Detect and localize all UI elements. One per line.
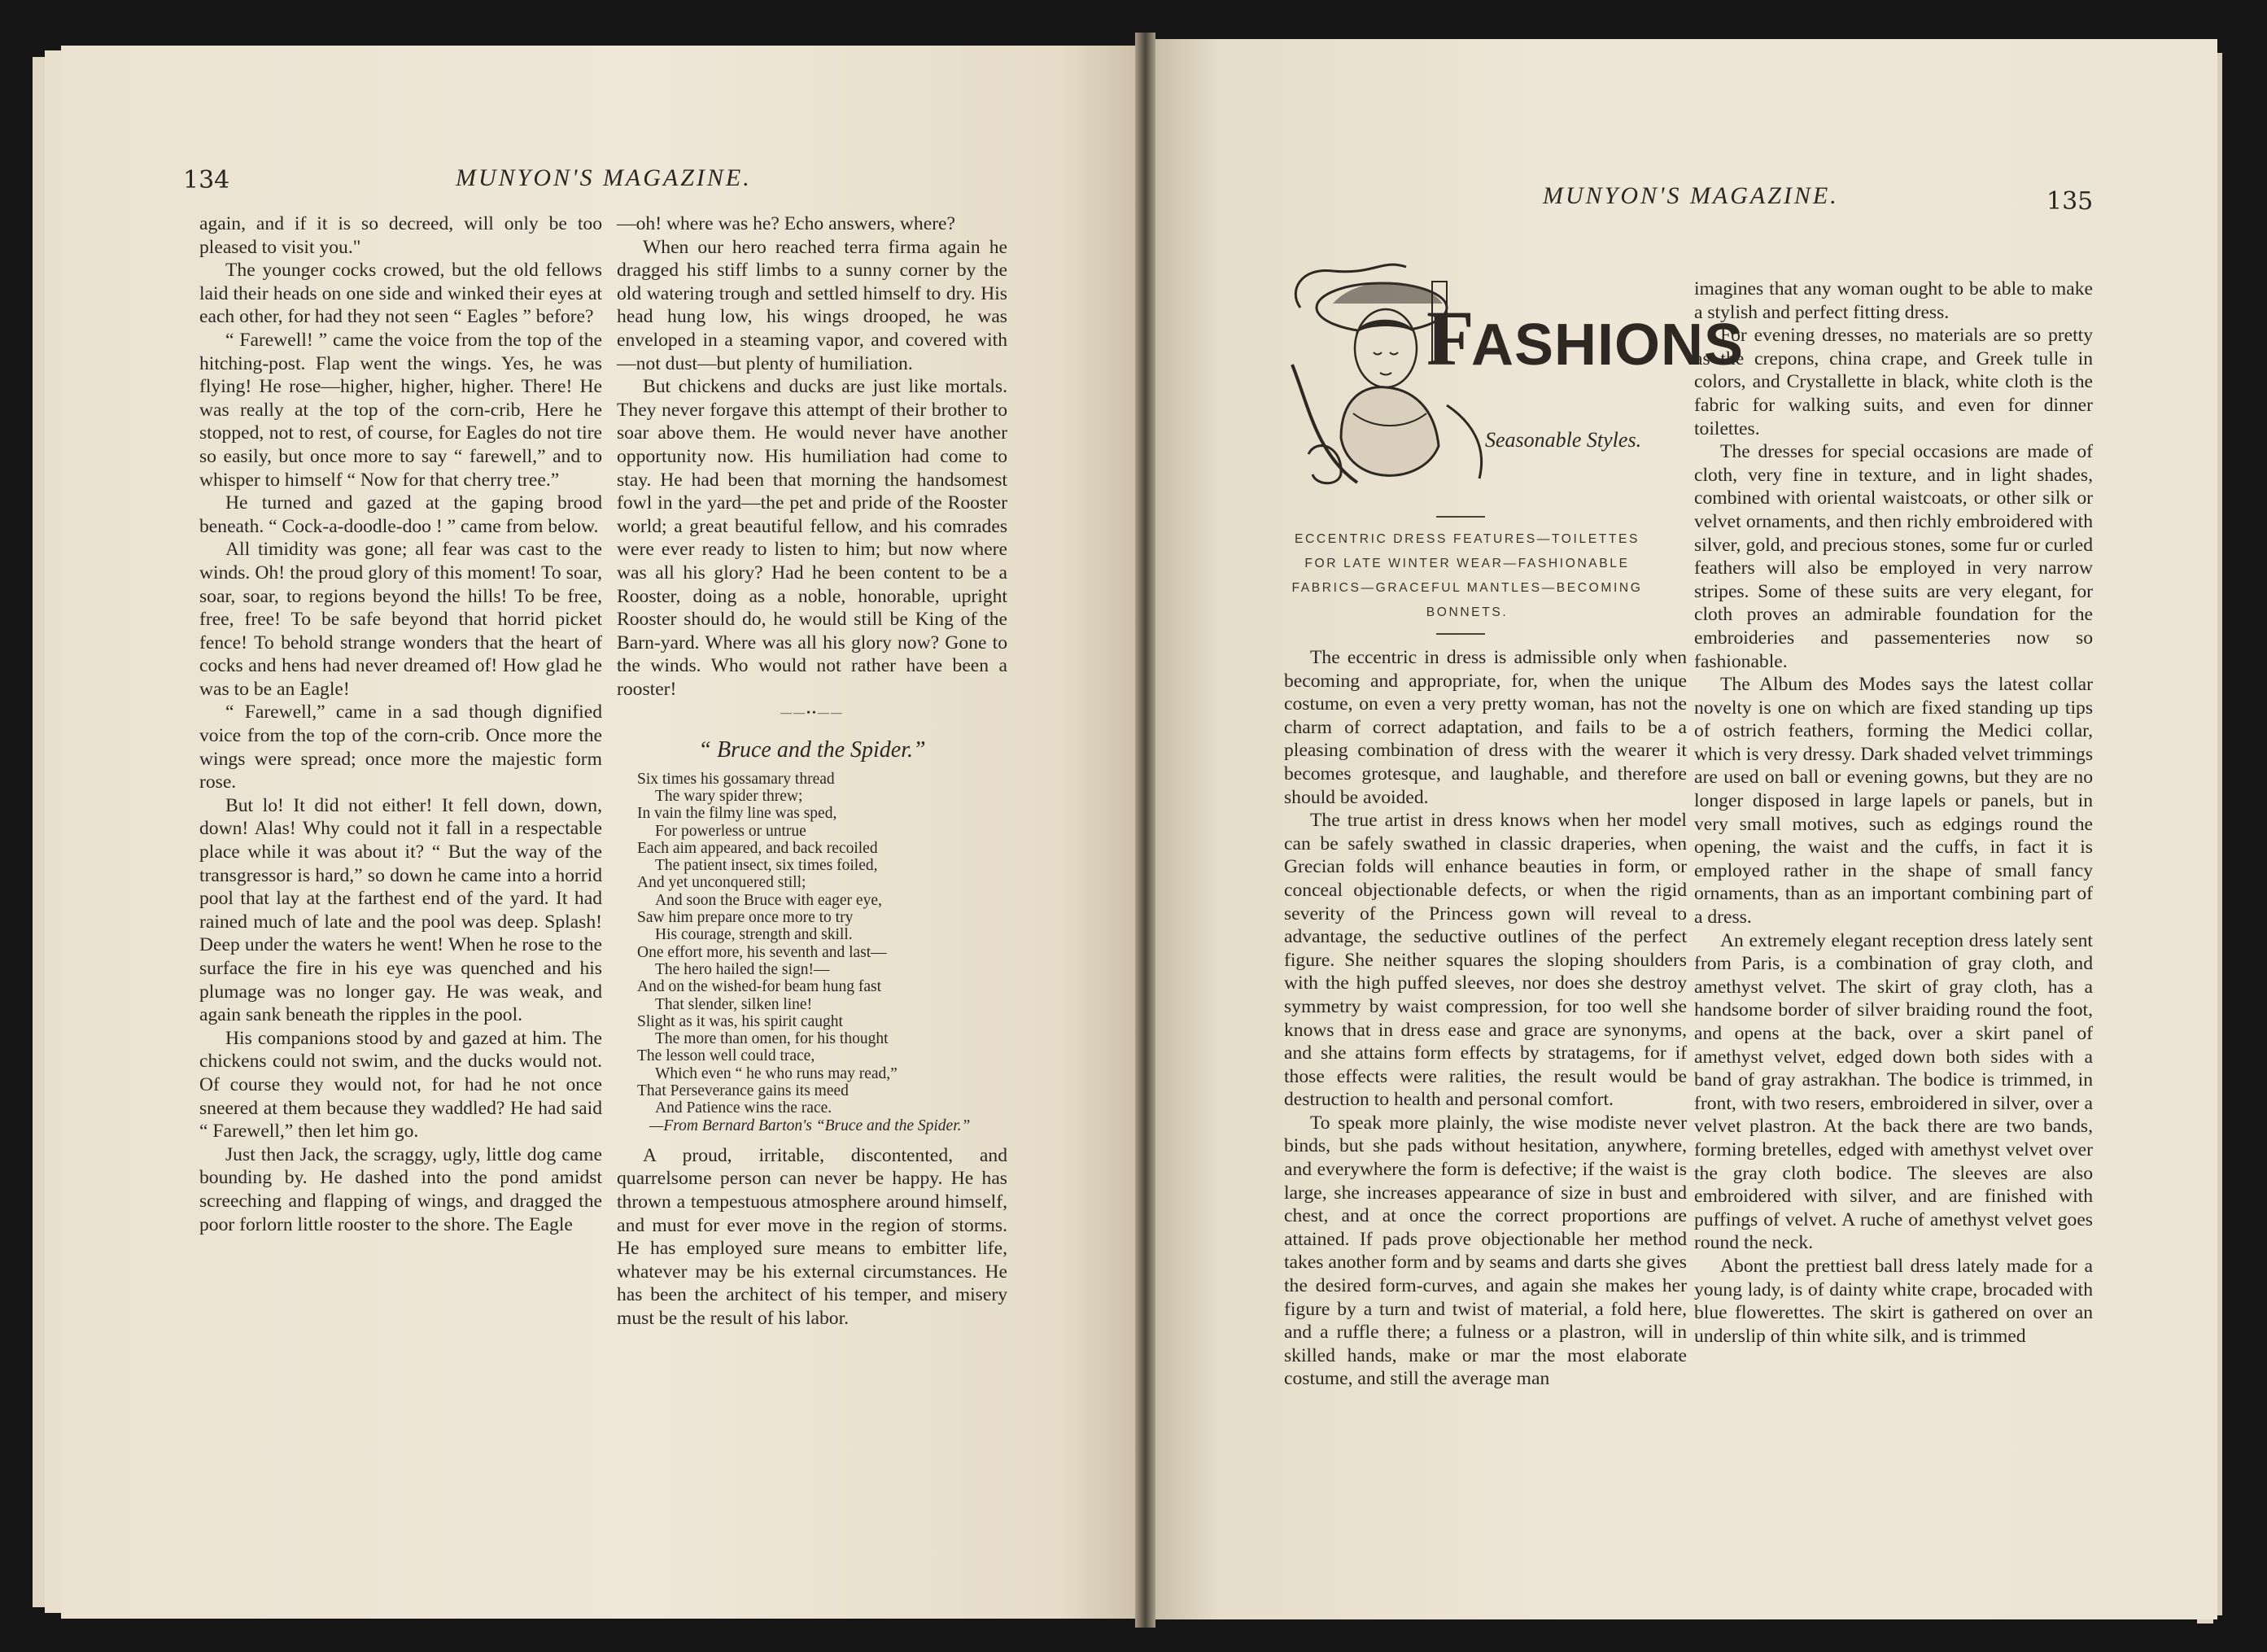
- poem-line: His courage, strength and skill.: [655, 926, 853, 944]
- poem-line: And yet unconquered still;: [637, 874, 806, 892]
- poem-line: The hero hailed the sign!—: [655, 960, 830, 978]
- poem-line: That Perseverance gains its meed: [637, 1082, 849, 1099]
- masthead-illustration: [1284, 243, 1745, 491]
- poem-line: And soon the Bruce with eager eye,: [655, 891, 882, 909]
- poem-line: For powerless or untrue: [655, 822, 806, 840]
- left-column-1-paragraph: Just then Jack, the scraggy, ugly, little dog came bounding by. He dashed into the pond amidst screeching and flapping of wings, and dragged the poor forlorn little rooster to the shore. The Eagle: [199, 1143, 602, 1235]
- masthead-title-art: ASHIONS: [1471, 312, 1745, 378]
- poem-line: Each aim appeared, and back recoiled: [637, 839, 878, 857]
- left-page: [61, 46, 1135, 1619]
- left-column-1-paragraph: “ Farewell! ” came the voice from the top of the hitching-post. Flap went the wings. Yes, he was flying! He rose—higher, higher, higher. There! He was really at the top of the corn-crib, Here he stopped, not to rest, of course, for Eagles do not tire so easily, but once more to say “ farewell,” and to whisper to himself “ Now for that cherry tree.”: [199, 329, 602, 491]
- left-column-1-paragraph: The younger cocks crowed, but the old fellows laid their heads on one side and winked their eyes at each other, for had they not seen “ Eagles ” before?: [199, 260, 602, 328]
- right-column-1-paragraph: The true artist in dress knows when her model can be safely swathed in classic draperies, when Grecian folds will enhance beauties in form, or conceal objectionable defects, or when the rigid severity of the Princess gown will reveal to advantage, the seductive outlines of the perfect figure. She neither squares the sloping shoulders with the high puffed sleeves, nor does she destroy symmetry by waist compression, for too well she knows that in dress ease and grace are synonyms, and she attains form effects by stratagems, for if those effects were ralities, the result would be destruction to health and personal comfort.: [1284, 810, 1687, 1111]
- left-column-2: [617, 212, 1007, 1331]
- left-column-1-paragraph: But lo! It did not either! It fell down, down, down! Alas! Why could not it fall in a respectable place while it was about it? “ But the way of the transgressor is hard,” so down he came into a horrid pool that lay at the farthest end of the yard. It had rained much of late and the pool was deep. Splash! Deep under the waters he went! When he rose to the surface the fire in his eye was quenched and his plumage was no longer gay. He was weak, and again sank beneath the ripples in the pool.: [199, 794, 602, 1026]
- right-column-2-paragraph: imagines that any woman ought to be able to make a stylish and perfect fitting dress.: [1694, 278, 2093, 323]
- poem-line: The wary spider threw;: [655, 787, 803, 805]
- right-column-1-paragraph: The eccentric in dress is admissible only when becoming and appropriate, for, when the unique costume, on even a very pretty woman, has not the charm of correct adaptation, and fails to be a pleasing combination of dress with the wearer it becomes grotesque, and laughable, and therefore should be avoided.: [1284, 647, 1687, 808]
- left-column-2-paragraph: But chickens and ducks are just like mortals. They never forgave this attempt of their brother to soar above them. He would never have another opportunity now. His humiliation had come to stay. He had been that morning the handsomest fowl in the yard—the pet and pride of the Rooster world; a great beautiful fellow, and his comrades were ever ready to listen to him; but now where was all his glory? Had he been content to be a Rooster, doing as a noble, honorable, upright Rooster should do, he would still be King of the Barn-yard. Where was all his glory now? Gone to the winds. Who would not rather have been a rooster!: [617, 376, 1007, 700]
- poem-line: Slight as it was, his spirit caught: [637, 1012, 843, 1030]
- book-gutter: [1135, 33, 1155, 1628]
- right-column-2-paragraph: Abont the prettiest ball dress lately made for a young lady, is of dainty white crape, brocaded with blue flowerettes. The skirt is gathered on over an underslip of thin white silk, and is trimmed: [1694, 1255, 2093, 1347]
- right-column-1-paragraph: To speak more plainly, the wise modiste never binds, but she pads without hesitation, anywhere, and everywhere the form is defective; if the waist is large, she increases appearance of size in bust and chest, and at once the correct proportions are attained. If pads prove objectionable her method takes another form and by seams and darts she gives the desired form-curves, and again she makes her figure by a turn and twist of material, a fold here, and a ruffle there; a fulness or a plastron, will in skilled hands, make or mar the most elaborate costume, and still the average man: [1284, 1112, 1687, 1390]
- poem-title: “ Bruce and the Spider.”: [698, 737, 926, 763]
- fashions-masthead: [1284, 243, 1745, 491]
- section-subheading: ECCENTRIC DRESS FEATURES—TOILETTES FOR LATE WINTER WEAR—FASHIONABLE FABRICS—GRACEFUL MANTLES—BECOMING BONNETS.: [1291, 532, 1643, 619]
- left-column-2-body: [617, 212, 1007, 701]
- svg-text:F: F: [1426, 295, 1476, 382]
- right-page: [1155, 39, 2217, 1619]
- poem-line: In vain the filmy line was sped,: [637, 805, 837, 823]
- poem-line: That slender, silken line!: [655, 995, 813, 1013]
- left-column-1: [199, 212, 602, 1236]
- right-column-2-paragraph: The Album des Modes says the latest collar novelty is one on which are fixed standing up tips of ostrich feathers, forming the Medici collar, which is very dressy. Dark shaded velvet trimmings are used on ball or evening gowns, but they are no longer disposed in large lapels or panels, but in very small motives, such as edgings round the opening, the waist and the cuffs, in fact it is employed rather in the shape of small fancy ornaments, than as an important combining part of a dress.: [1694, 674, 2093, 929]
- running-head-left: MUNYON'S MAGAZINE.: [456, 164, 752, 191]
- page-number-right: 135: [2046, 187, 2094, 216]
- poem-line: The more than omen, for his thought: [655, 1030, 889, 1048]
- left-column-1-paragraph: His companions stood by and gazed at him. The chickens could not swim, and the ducks would not. Of course they would not, for had he not once sneered at them because they waddled? He had said “ Farewell,” then let him go.: [199, 1027, 602, 1143]
- right-column-2-paragraph: An extremely elegant reception dress lately sent from Paris, is a combination of gray cloth, and amethyst velvet. The skirt of gray cloth, has a handsome border of silver braiding round the foot, and opens at the back, over a skirt panel of amethyst velvet, edged down both sides with a band of gray astrakhan. The bodice is trimmed, in front, with two resers, embroidered in silver, over a velvet plastron. At the back there are two bands, forming bretelles, edged with amethyst velvet over the gray cloth bodice. The sleeves are also embroidered with silver, and are finished with puffings of velvet. A ruche of amethyst velvet goes round the neck.: [1694, 929, 2093, 1254]
- subhead-rule-bottom: [1436, 633, 1485, 635]
- right-column-1: [1284, 646, 1687, 1391]
- poem-line: Saw him prepare once more to try: [637, 909, 854, 927]
- left-column-2-closing-paragraph: A proud, irritable, discontented, and quarrelsome person can never be happy. He has thrown a tempestuous atmosphere around himself, and must for ever move in the region of storms. He has employed sure means to embitter life, whatever may be his external circumstances. He has been the architect of his temper, and misery must be the result of his labor.: [617, 1144, 1007, 1330]
- left-column-1-paragraph: “ Farewell,” came in a sad though dignified voice from the top of the corn-crib. Once more the wings were spread; once more the majestic form rose.: [199, 701, 602, 793]
- left-column-1-paragraph: All timidity was gone; all fear was cast to the winds. Oh! the proud glory of this moment! To soar, soar, soar, to regions beyond the hills! To be free, free, free! To be safe beyond that horrid picket fence! To behold strange wonders that the heart of cocks and hens had never dreamed of! How glad he was to be an Eagle!: [199, 539, 602, 700]
- poem-line: Which even “ he who runs may read,”: [655, 1064, 898, 1082]
- subhead-rule-top: [1436, 516, 1485, 518]
- left-column-1-paragraph: He turned and gazed at the gaping brood beneath. “ Cock-a-doodle-doo ! ” came from below.: [199, 492, 602, 537]
- poem: [617, 771, 1007, 1117]
- poem-line: The lesson well could trace,: [637, 1047, 815, 1065]
- left-column-2-paragraph: —oh! where was he? Echo answers, where?: [617, 213, 955, 234]
- ornament-divider: ——••——: [780, 707, 844, 720]
- poem-line: One effort more, his seventh and last—: [637, 943, 887, 961]
- right-column-2-paragraph: For evening dresses, no materials are so pretty as the crepons, china crape, and Greek tulle in colors, and Crystallette in black, white cloth is the fabric for walking suits, and even for dinner toilettes.: [1694, 325, 2093, 439]
- poem-credit: —From Bernard Barton's “Bruce and the Spider.”: [649, 1117, 971, 1134]
- poem-line: And on the wished-for beam hung fast: [637, 978, 882, 996]
- right-column-2-paragraph: The dresses for special occasions are made of cloth, very fine in texture, and in light shades, combined with oriental waistcoats, or other silk or velvet ornaments, and then richly embroidered with silver, gold, and precious stones, some fur or curled feathers will also be employed in very narrow stripes. Some of these suits are very elegant, for cloth proves an admirable foundation for the embroideries and passementeries now so fashionable.: [1694, 441, 2093, 672]
- poem-line: And Patience wins the race.: [655, 1099, 832, 1117]
- left-column-1-paragraph: again, and if it is so decreed, will only be too pleased to visit you.": [199, 213, 602, 258]
- left-column-2-paragraph: When our hero reached terra firma again he dragged his stiff limbs to a sunny corner by the old watering trough and settled himself to dry. His head hung low, his wings drooped, he was enveloped in a steaming vapor, and covered with—not dust—but plenty of humiliation.: [617, 236, 1007, 374]
- right-column-2: [1694, 278, 2093, 1348]
- poem-line: Six times his gossamary thread: [637, 770, 835, 788]
- poem-line: The patient insect, six times foiled,: [655, 857, 878, 875]
- page-number-left: 134: [183, 166, 230, 194]
- running-head-right: MUNYON'S MAGAZINE.: [1543, 182, 1839, 209]
- masthead-subtitle: Seasonable Styles.: [1485, 428, 1642, 452]
